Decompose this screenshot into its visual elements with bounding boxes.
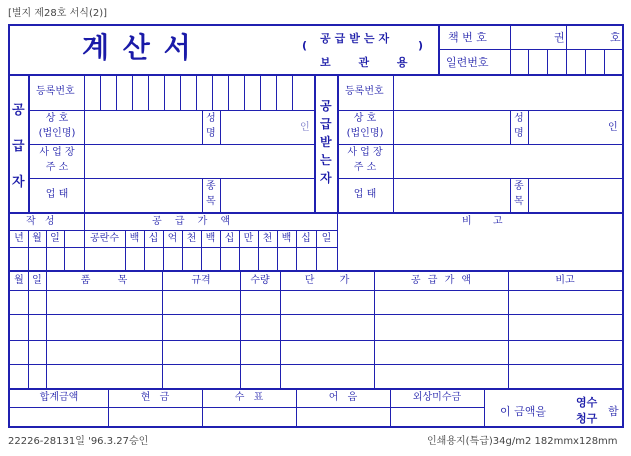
number-label: 호: [610, 31, 621, 44]
copy-kind: 보 관 용: [320, 56, 408, 69]
frame-right: [622, 24, 624, 428]
buyer-trade-name-label: 상 호: [353, 113, 377, 124]
supplier-side-1: 공: [12, 103, 25, 118]
total-amount-label: 합계금액: [39, 392, 79, 403]
paper-spec-footer: 인쇄용지(특급)34g/m2 182mmx128mm: [427, 436, 618, 447]
items-col-remarks: 비고: [555, 275, 575, 286]
frame-left: [8, 24, 10, 428]
col-day: 일: [50, 233, 60, 244]
col-digit-7: 만: [243, 233, 254, 244]
buyer-side-3: 받: [320, 135, 332, 149]
buyer-side-5: 자: [320, 171, 332, 185]
claim-option: 청구: [576, 412, 598, 425]
written-label: 작 성: [26, 216, 55, 227]
supply-amount-label: 공 급 가 액: [152, 216, 231, 227]
supplier-seal: 인: [300, 122, 310, 133]
items-col-spec: 규격: [191, 275, 211, 286]
col-digit-3: 억: [167, 233, 178, 244]
check-label: 수 표: [234, 392, 264, 403]
col-digit-11: 일: [321, 233, 332, 244]
buyer-side-4: 는: [320, 153, 332, 167]
col-digit-4: 천: [186, 233, 197, 244]
amount-suffix: 함: [608, 405, 619, 418]
buyer-business-item-label: 종: [514, 181, 524, 192]
parties-divider: [314, 74, 316, 212]
col-blanks: 공란수: [90, 233, 119, 244]
col-digit-2: 십: [148, 233, 159, 244]
buyer-side-2: 급: [320, 117, 332, 131]
buyer-business-type-label: 업 태: [353, 189, 377, 200]
supplier-business-type-label: 업 태: [45, 189, 69, 200]
col-digit-6: 십: [224, 233, 235, 244]
col-year: 년: [14, 233, 24, 244]
items-col-qty: 수량: [250, 275, 270, 286]
bill-label: 어 음: [328, 392, 358, 403]
copy-label: 공급받는자: [320, 32, 394, 45]
book-number-label: 책 번 호: [448, 31, 487, 44]
document-title: 계 산 서: [82, 31, 193, 64]
items-col-product: 품 목: [80, 275, 128, 286]
remarks-label: 비 고: [462, 216, 503, 227]
volume-label: 권: [554, 31, 565, 44]
frame-top: [8, 24, 624, 26]
credit-label: 외상미수금: [412, 392, 462, 403]
items-col-month: 월: [14, 275, 24, 286]
buyer-reg-no-label: 등록번호: [345, 86, 384, 97]
approval-footer: 22226-28131일 '96.3.27승인: [8, 436, 149, 447]
supplier-side-3: 자: [12, 175, 25, 190]
supplier-reg-no-label: 등록번호: [36, 86, 75, 97]
copy-open: (: [302, 39, 308, 52]
frame-bottom: [8, 426, 624, 428]
supplier-trade-name-label: 상 호: [45, 113, 69, 124]
col-month: 월: [32, 233, 42, 244]
col-digit-8: 천: [262, 233, 273, 244]
amount-phrase: 이 금액을: [500, 405, 547, 418]
copy-close: ): [418, 39, 424, 52]
col-digit-10: 십: [301, 233, 311, 244]
supplier-name-label: 성: [206, 113, 216, 124]
serial-number-label: 일련번호: [446, 56, 489, 69]
items-col-unit-price: 단 가: [304, 275, 350, 286]
supplier-side-2: 급: [12, 139, 25, 154]
form-number: [별지 제28호 서식(2)]: [8, 8, 108, 19]
buyer-name-label: 성: [514, 113, 524, 124]
supplier-address-label: 사 업 장: [39, 147, 75, 158]
items-col-supply-amount: 공 급 가 액: [410, 275, 472, 286]
col-digit-5: 백: [205, 233, 216, 244]
buyer-seal: 인: [608, 122, 618, 133]
items-col-day: 일: [32, 275, 42, 286]
buyer-address-label: 사 업 장: [347, 147, 383, 158]
supplier-business-item-label: 종: [206, 181, 216, 192]
col-digit-1: 백: [129, 233, 140, 244]
buyer-side-1: 공: [320, 99, 332, 113]
col-digit-9: 백: [281, 233, 292, 244]
cash-label: 현 금: [140, 392, 170, 403]
receipt-option: 영수: [576, 396, 598, 409]
